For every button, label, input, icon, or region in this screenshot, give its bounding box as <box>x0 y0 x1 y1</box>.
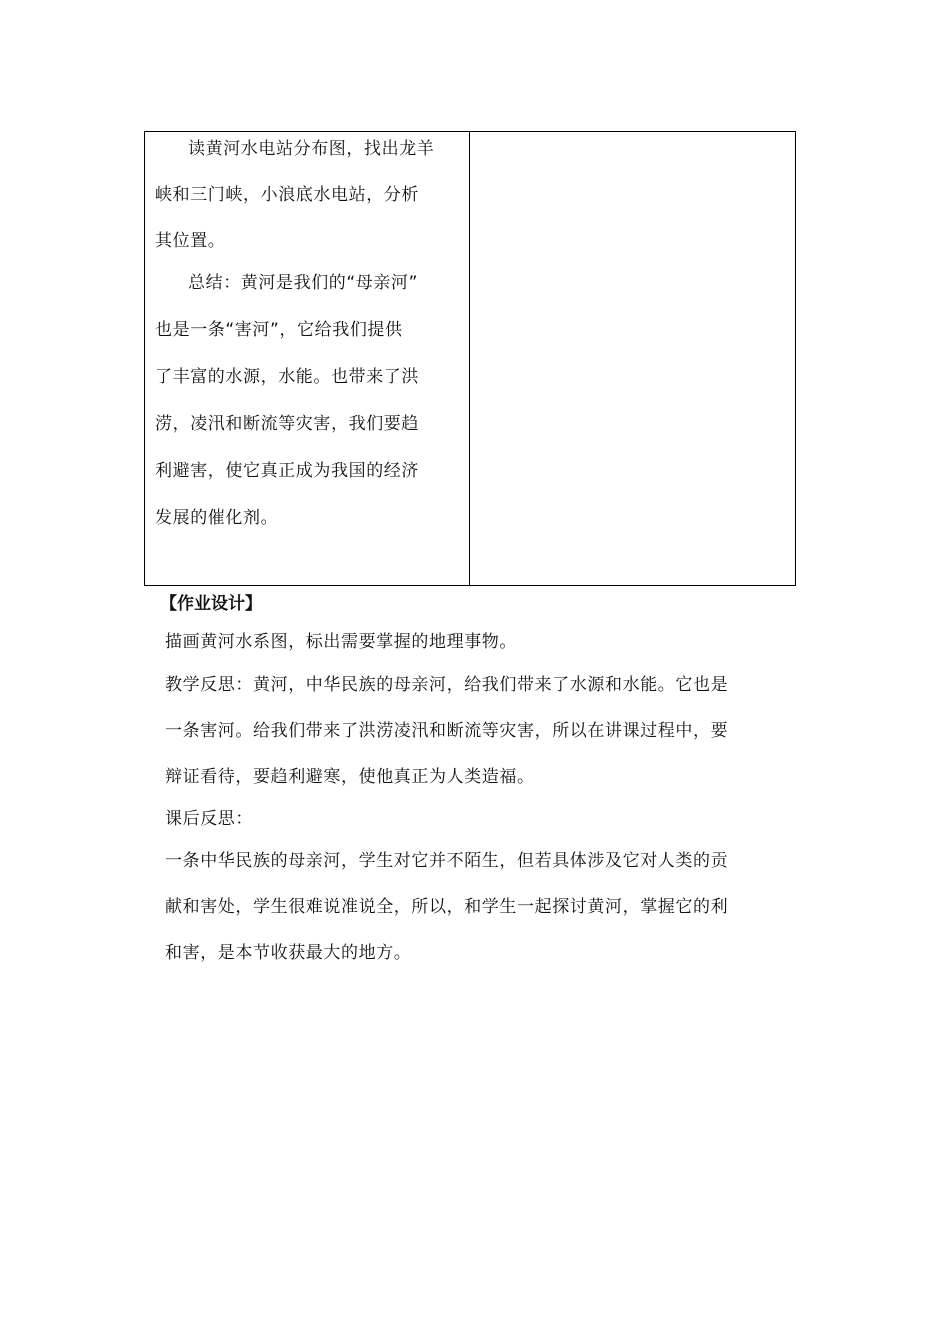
cell-text-line: 利避害，使它真正成为我国的经济 <box>155 461 419 481</box>
teaching-reflection-line: 一条害河。给我们带来了洪涝凌汛和断流等灾害，所以在讲课过程中，要 <box>165 721 729 741</box>
after-class-reflection-line: 献和害处，学生很难说准说全，所以，和学生一起探讨黄河，掌握它的利 <box>165 897 729 917</box>
cell-text-line: 发展的催化剂。 <box>155 508 279 528</box>
after-class-reflection-line: 和害，是本节收获最大的地方。 <box>165 943 412 963</box>
table-cell-empty <box>470 132 795 585</box>
cell-text-line: 其位置。 <box>155 231 226 251</box>
homework-task: 描画黄河水系图，标出需要掌握的地理事物。 <box>165 632 517 652</box>
after-class-reflection-label: 课后反思： <box>165 809 253 829</box>
cell-text-line: 峡和三门峡，小浪底水电站，分析 <box>155 185 419 205</box>
teaching-reflection-line: 教学反思：黄河，中华民族的母亲河，给我们带来了水源和水能。它也是 <box>165 675 729 695</box>
cell-text-line: 总结：黄河是我们的“母亲河” <box>188 273 419 293</box>
cell-text-line: 读黄河水电站分布图，找出龙羊 <box>188 139 435 159</box>
cell-text-line: 涝，凌汛和断流等灾害，我们要趋 <box>155 414 419 434</box>
table-cell-activity <box>145 132 470 585</box>
homework-heading: 【作业设计】 <box>160 594 262 614</box>
cell-text-line: 也是一条“害河”，它给我们提供 <box>155 320 403 340</box>
teaching-reflection-line: 辩证看待，要趋利避寒，使他真正为人类造福。 <box>165 767 535 787</box>
after-class-reflection-line: 一条中华民族的母亲河，学生对它并不陌生，但若具体涉及它对人类的贡 <box>165 851 729 871</box>
lesson-table <box>144 131 796 586</box>
cell-text-line: 了丰富的水源，水能。也带来了洪 <box>155 367 419 387</box>
